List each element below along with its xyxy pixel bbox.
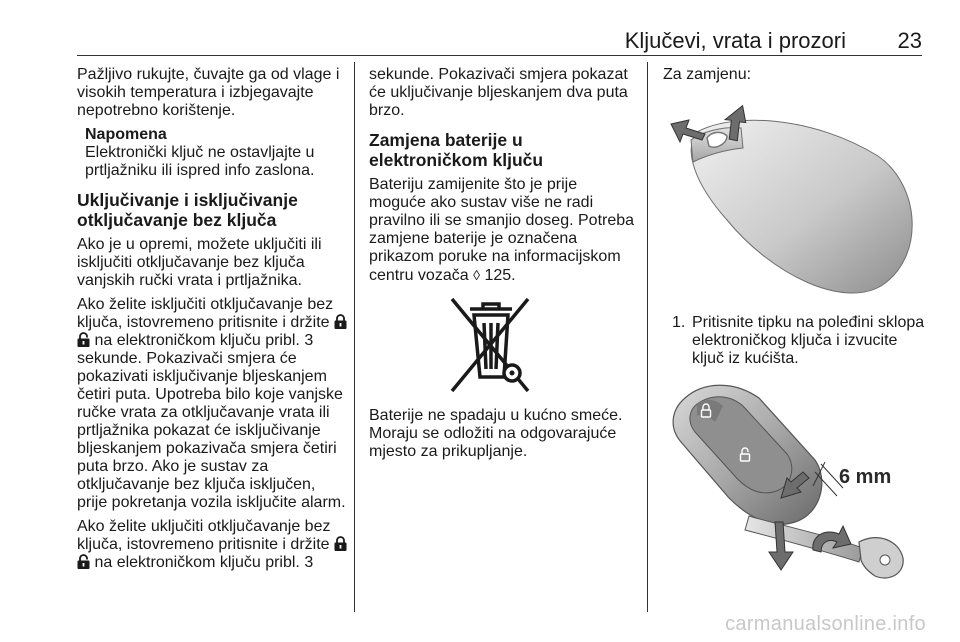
unlock-icon <box>77 332 90 347</box>
header-rule <box>77 55 922 56</box>
step-text: Pritisnite tipku na poleđini sklopa elektroničkog ključa i izvucite ključ iz kućišta. <box>692 314 925 367</box>
paragraph <box>369 176 637 285</box>
paragraph-text: Bateriju zamijenite što je prije moguće ako sustav više ne radi pravilno ili se smanjio doseg. Potreba zamjene baterije je označena prikazom poruke na informacijskom centru vozača <box>369 176 635 284</box>
lock-icon <box>334 314 347 329</box>
paragraph <box>77 296 349 512</box>
column-1 <box>77 66 349 572</box>
key-fob-figure <box>663 98 925 306</box>
note-title: Napomena <box>85 126 167 143</box>
instruction-step <box>663 314 925 368</box>
note-text: Elektronički ključ ne ostavljajte u prtljažniku ili ispred info zaslona. <box>85 144 315 179</box>
page-reference: 125. <box>484 267 516 284</box>
unlock-icon <box>77 554 90 569</box>
paragraph-text: na elektroničkom ključu pribl. 3 <box>94 554 314 571</box>
step-number: 1. <box>672 314 686 331</box>
paragraph <box>77 518 349 572</box>
column-2 <box>369 66 637 461</box>
column-3 <box>663 66 925 592</box>
paragraph: Pažljivo rukujte, čuvajte ga od vlage i visokih temperatura i izbjegavajte nepotrebno korištenje. <box>77 66 340 119</box>
lock-icon <box>334 536 347 551</box>
paragraph: Ako je u opremi, možete uključiti ili isključiti otključavanje bez ključa vanjskih ručki vrata i prtljažnika. <box>77 236 322 289</box>
paragraph: sekunde. Pokazivači smjera pokazat će uključivanje bljeskanjem dva puta brzo. <box>369 66 628 119</box>
paragraph-text: Ako želite isključiti otključavanje bez ključa, istovremeno pritisnite i držite <box>77 296 334 331</box>
key-extraction-figure <box>663 376 925 592</box>
dimension-label: 6 mm <box>839 466 892 488</box>
note-box <box>77 126 349 180</box>
column-divider-2 <box>647 62 648 612</box>
watermark: carmanualsonline.info <box>725 613 926 635</box>
page-reference-icon: ◊ <box>473 267 480 283</box>
page-number: 23 <box>897 28 922 53</box>
instruction-steps <box>663 314 925 368</box>
page-header-title: Ključevi, vrata i prozori <box>624 28 846 53</box>
section-heading: Uključivanje i isključivanje otključavanje bez ključa <box>77 190 298 230</box>
recycling-figure <box>448 295 534 395</box>
paragraph-text: na elektroničkom ključu pribl. 3 sekunde. Pokazivači smjera će pokazivati isključivanje bljeskanjem četiri puta. Upotreba bilo koje vanjske ručke vrata za otključavanje vrata ili prtljažnika pokazat će isključivanje bljeskanjem pokazivača smjera četiri puta brzo. Ako je sustav za otključavanje bez ključa isključen, prije pokretanja vozila isključite alarm. <box>77 332 346 511</box>
key-fob-rear-illustration <box>663 98 925 306</box>
crossed-bin-icon <box>448 295 534 395</box>
section-heading: Zamjena baterije u elektroničkom ključu <box>369 130 544 170</box>
paragraph: Za zamjenu: <box>663 66 752 83</box>
paragraph-text: Ako želite uključiti otključavanje bez ključa, istovremeno pritisnite i držite <box>77 518 331 553</box>
column-divider-1 <box>354 62 355 612</box>
paragraph: Baterije ne spadaju u kućno smeće. Moraju se odložiti na odgovarajuće mjesto za prikupljanje. <box>369 407 623 460</box>
